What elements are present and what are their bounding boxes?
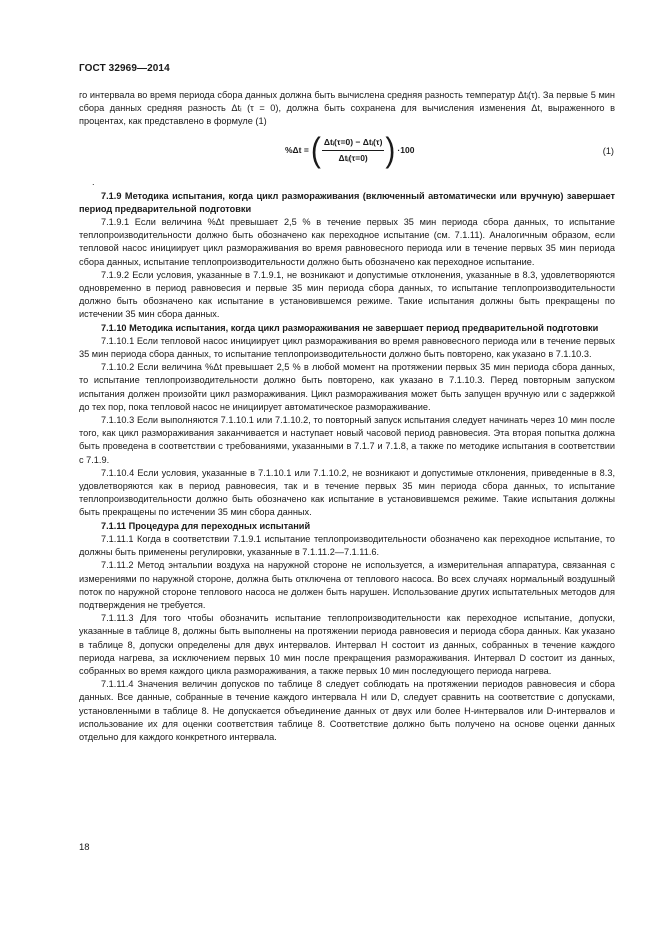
formula-number: (1) — [602, 145, 614, 156]
formula-denominator: Δtᵢ(τ=0) — [338, 153, 368, 164]
body-paragraph: 7.1.10.3 Если выполняются 7.1.10.1 или 7.1.10.2, то повторный запуск испытания следует начинать через 10 мин после того, как цикл размораживания заканчивается и наступает новый часовой период равновесия. Эта вторая попытка должна быть проведена в соответствии с требованиями, указанными в 7.1.7 и 7.1.8, а также по методике испытания в соответствии с 7.1.9. — [79, 415, 615, 465]
page-content — [79, 89, 615, 744]
body-paragraph: 7.1.10.4 Если условия, указанные в 7.1.10.1 или 7.1.10.2, не возникают и допустимые отклонения, приведенные в 8.3, удовлетворяются как в период равновесия, так и в течение первых 35 мин периода сбора данных, то испытание теплопроизводительности должно быть обозначено как испытание в установившемся режиме. Такие испытания должны быть прекращены по истечении 35 мин сбора данных. — [79, 467, 615, 518]
formula-close-paren: ) — [385, 131, 396, 170]
paragraph-list — [79, 190, 615, 745]
section-heading: 7.1.9 Методика испытания, когда цикл размораживания (включенный автоматически или вручную) завершает период предварительной подготовки — [79, 190, 615, 214]
intro-paragraph: го интервала во время периода сбора данных должна быть вычислена средняя разность температур Δtᵢ(τ). За первые 5 мин сбора данных средняя разность Δtᵢ (τ = 0), должна быть сохранена для вычисления изменения Δt, выраженного в процентах, как представлено в формуле (1) — [79, 90, 615, 127]
formula-left-side: %Δt = — [285, 145, 309, 155]
section-heading: 7.1.11 Процедура для переходных испытаний — [101, 520, 311, 531]
page-number: 18 — [79, 842, 90, 853]
body-paragraph: 7.1.10.1 Если тепловой насос инициирует цикл размораживания во время равновесного периода или в течение первых 35 мин периода сбора данных, то испытание теплопроизводительности должно быть повторено, как указано в 7.1.10.3. — [79, 335, 615, 360]
document-header: ГОСТ 32969—2014 — [79, 63, 170, 74]
body-paragraph: 7.1.11.1 Когда в соответствии 7.1.9.1 испытание теплопроизводительности обозначено как переходное испытание, то должны быть применены регулировки, указанные в 7.1.11.2—7.1.11.6. — [79, 533, 615, 558]
formula-expression — [285, 131, 415, 170]
stray-mark: . — [92, 176, 95, 187]
body-paragraph: 7.1.11.3 Для того чтобы обозначить испытание теплопроизводительности как переходное испытание, допуски, указанные в таблице 8, должны быть выполнены на протяжении периода равновесия и периода сбора данных. Как указано в таблице 8, допуски определены для двух интервалов. Интервал H состоит из данных, собранных в течение каждого периода нагрева, за исключением первых 10 мин после прекращения размораживания. Интервал D состоит из данных, собранных во время каждого цикла размораживания, а также первых 10 мин последующего периода нагрева. — [79, 613, 615, 676]
section-heading: 7.1.10 Методика испытания, когда цикл размораживания не завершает период предварительной подготовки — [101, 322, 599, 333]
formula-fraction — [322, 136, 385, 165]
body-paragraph: 7.1.9.2 Если условия, указанные в 7.1.9.1, не возникают и допустимые отклонения, указанные в 8.3, удовлетворяются одновременно в период равновесия и первые 35 мин периода сбора данных, то испытание теплопроизводительности должно быть обозначено как испытание в установившемся режиме. Такие испытания должны быть прекращены по истечении 35 мин сбора данных. — [79, 269, 615, 320]
body-paragraph: 7.1.11.4 Значения величин допусков по таблице 8 следует соблюдать на протяжении периодов равновесия и сбора данных. Все данные, собранные в течение каждого интервала H или D, следует сравнить на соответствие с допусками, установленными в таблице 8. Не допускается объединение данных от двух или более H-интервалов или D-интервалов и использование их для оценки соответствия таблице 8. Соответствие должно быть получено на основе оценки данных отдельно для каждого конкретного интервала. — [79, 679, 615, 742]
formula-block — [79, 133, 615, 175]
formula-numerator: Δtᵢ(τ=0) − Δtᵢ(τ) — [322, 136, 385, 151]
body-paragraph: 7.1.10.2 Если величина %Δt превышает 2,5 % в любой момент на протяжении первых 35 мин периода сбора данных, то испытание теплопроизводительности должно быть повторено, как указано в 7.1.10.3. Перед повторным запуском испытания должен произойти цикл размораживания. Цикл размораживания может быть запущен вручную или с задержкой до тех пор, пока тепловой насос не инициирует автоматическое размораживание. — [79, 362, 615, 412]
formula-open-paren: ( — [310, 131, 321, 170]
body-paragraph: 7.1.9.1 Если величина %Δt превышает 2,5 % в течение первых 35 мин периода сбора данных, то испытание теплопроизводительности должно быть обозначено как переходное испытание (см. 7.1.11). Аналогичным образом, если тепловой насос инициирует цикл размораживания во время равновесного периода или в течение первых 35 мин периода сбора данных, испытание теплопроизводительности должно быть обозначено как переходное испытание. — [79, 217, 615, 267]
body-paragraph: 7.1.11.2 Метод энтальпии воздуха на наружной стороне не используется, а измерительная аппаратура, связанная с измерениями по наружной стороне, должна быть отключена от теплового насоса. Во всех случаях нормальный воздушный поток по наружной стороне теплового насоса не должен быть нарушен. Использование других испытательных методов для подтверждения не требуется. — [79, 560, 615, 610]
formula-multiplier: ·100 — [397, 145, 415, 155]
